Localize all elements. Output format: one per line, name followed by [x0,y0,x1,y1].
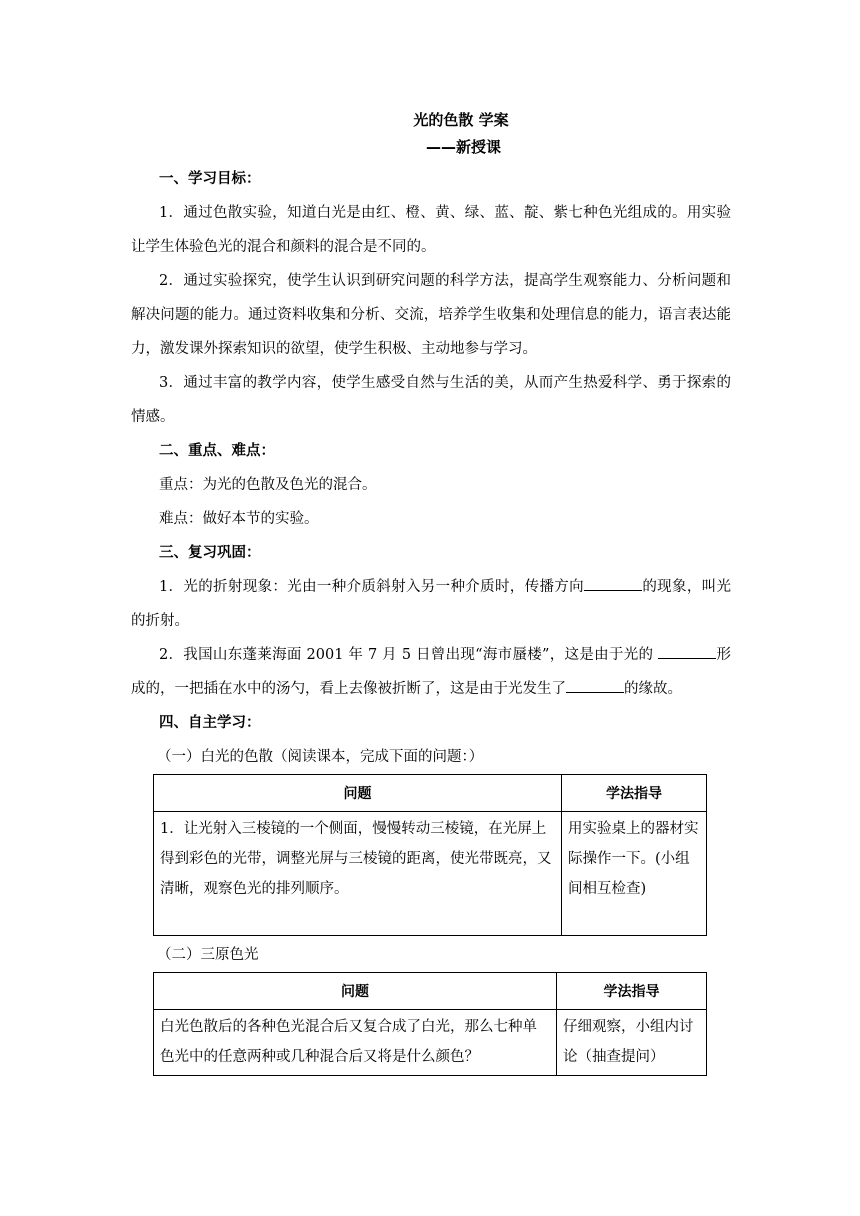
review-q1-text-a: 1．光的折射现象：光由一种介质斜射入另一种介质时，传播方向 [159,579,584,595]
part1-label: （一）白光的色散（阅读课本，完成下面的问题：） [157,749,484,765]
review-q2-text-c: 的缘故。 [624,681,682,697]
part2-label: （二）三原色光 [157,947,259,963]
document-content [131,108,731,1076]
review-question-2 [131,638,731,706]
column-header-guide: 学法指导 [562,775,707,812]
page-subtitle: ——新授课 [425,138,501,156]
guide-cell: 仔细观察，小组内讨论（抽查提问） [557,1010,707,1076]
column-header-guide: 学法指导 [557,973,707,1010]
section-heading-keypoints: 二、重点、难点： [159,443,275,459]
table-row [154,1010,707,1076]
question-cell: 白光色散后的各种色光混合后又复合成了白光，那么七种单色光中的任意两种或几种混合后又将是什么颜色？ [154,1010,557,1076]
difficult-point: 难点：做好本节的实验。 [159,511,319,527]
objective-2: 2．通过实验探究，使学生认识到研究问题的科学方法，提高学生观察能力、分析问题和解决问题的能力。通过资料收集和分析、交流，培养学生收集和处理信息的能力，语言表达能力，激发课外探索知识的欲望，使学生积极、主动地参与学习。 [131,273,731,357]
fill-blank[interactable] [584,576,642,591]
objective-3: 3．通过丰富的教学内容，使学生感受自然与生活的美，从而产生热爱科学、勇于探索的情感。 [131,375,731,425]
dispersion-table [153,774,707,936]
section-heading-selfstudy: 四、自主学习： [159,715,261,731]
table-header-row [154,973,707,1010]
key-point: 重点：为光的色散及色光的混合。 [159,477,377,493]
primary-colors-table [153,972,707,1076]
review-q1-text-b: 的现象，叫光的折射。 [131,579,732,629]
review-q2-text-a: 2．我国山东蓬莱海面 2001 年 7 月 5 日曾出现“海市蜃楼”，这是由于光的 [159,647,659,663]
table-row [154,812,707,936]
question-cell: 1．让光射入三棱镜的一个侧面，慢慢转动三棱镜，在光屏上得到彩色的光带，调整光屏与三棱镜的距离，使光带既亮，又清晰，观察色光的排列顺序。 [154,812,562,936]
guide-cell: 用实验桌上的器材实际操作一下。(小组间相互检查) [562,812,707,936]
review-q2-text-b: 形成的，一把插在水中的汤勺，看上去像被折断了，这是由于光发生了 [131,647,731,697]
fill-blank[interactable] [566,678,624,693]
fill-blank[interactable] [658,644,716,659]
column-header-question: 问题 [154,775,562,812]
objective-1: 1．通过色散实验，知道白光是由红、橙、黄、绿、蓝、靛、紫七种色光组成的。用实验让学生体验色光的混合和颜料的混合是不同的。 [131,205,731,255]
page-title: 光的色散 学案 [413,111,509,129]
section-heading-review: 三、复习巩固： [159,545,261,561]
review-question-1 [131,570,731,638]
table-header-row [154,775,707,812]
section-heading-objectives: 一、学习目标： [159,171,261,187]
column-header-question: 问题 [154,973,557,1010]
